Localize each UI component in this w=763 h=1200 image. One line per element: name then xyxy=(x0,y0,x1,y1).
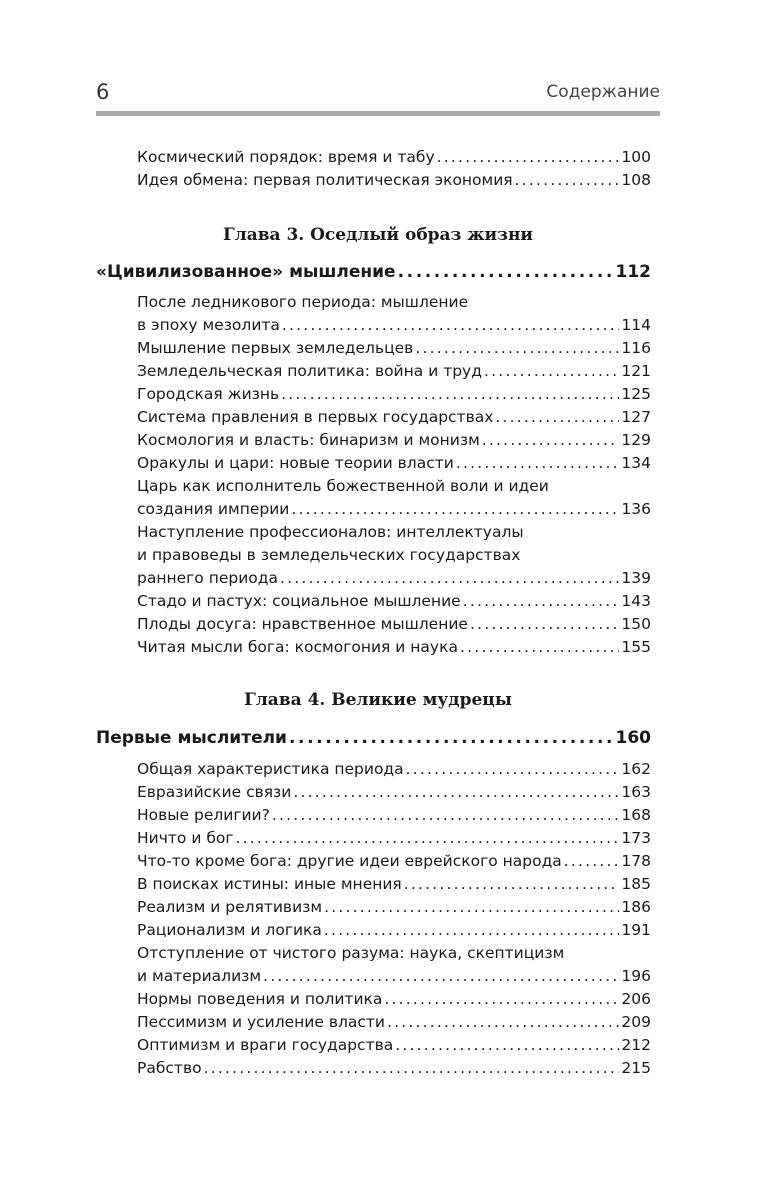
toc-entry-page: 129 xyxy=(621,431,651,449)
toc-entry-page: 186 xyxy=(621,898,651,916)
toc-section[interactable] xyxy=(96,261,651,284)
toc-entry-title: в эпоху мезолита xyxy=(137,316,280,334)
chapter-heading: Глава 3. Оседлый образ жизни xyxy=(222,225,534,245)
chapter-heading: Глава 4. Великие мудрецы xyxy=(244,690,512,710)
toc-entry-page: 127 xyxy=(621,408,651,426)
toc-entry-page: 100 xyxy=(621,148,651,166)
toc-entry-page: 114 xyxy=(621,316,651,334)
toc-entry[interactable] xyxy=(137,1057,651,1080)
toc-entry[interactable] xyxy=(137,429,651,452)
toc-entry[interactable] xyxy=(137,360,651,383)
toc-entry-title: Оракулы и цари: новые теории власти xyxy=(137,454,454,472)
toc-entry-title: Космология и власть: бинаризм и монизм xyxy=(137,431,480,449)
toc-entry-title: Мышление первых земледельцев xyxy=(137,339,414,357)
page-header xyxy=(96,80,660,108)
toc-entry-title: Новые религии? xyxy=(137,806,270,824)
toc-entry-title: раннего периода xyxy=(137,569,278,587)
toc-entry-page: 173 xyxy=(621,829,651,847)
toc-entry-title: Рабство xyxy=(137,1059,202,1077)
header-rule xyxy=(96,111,660,116)
toc-entry-title: создания империи xyxy=(137,500,290,518)
toc-entry[interactable] xyxy=(137,804,651,827)
toc-entry-title: Общая характеристика периода xyxy=(137,760,404,778)
toc-entry[interactable] xyxy=(137,636,651,659)
toc-entry-title: Рационализм и логика xyxy=(137,921,322,939)
toc-entry[interactable] xyxy=(137,146,651,169)
toc-entry-page: 136 xyxy=(621,500,651,518)
toc-entry-title: и материализм xyxy=(137,967,262,985)
toc-entry-title: Система правления в первых государствах xyxy=(137,408,494,426)
toc-entry[interactable] xyxy=(137,169,651,192)
toc-entry[interactable] xyxy=(137,337,651,360)
toc-entry-title-line: Отступление от чистого разума: наука, скептицизм xyxy=(137,944,565,962)
toc-entry-page: 168 xyxy=(621,806,651,824)
toc-entry-page: 125 xyxy=(621,385,651,403)
toc-entry-page: 108 xyxy=(621,171,651,189)
toc-entry[interactable] xyxy=(137,827,651,850)
toc-entry-page: 162 xyxy=(621,760,651,778)
toc-entry[interactable] xyxy=(137,988,651,1011)
toc-entry-title-line: Царь как исполнитель божественной воли и идеи xyxy=(137,477,549,495)
toc-entry-title: Читая мысли бога: космогония и наука xyxy=(137,638,458,656)
toc-entry-title: Оптимизм и враги государства xyxy=(137,1036,394,1054)
toc-entry-title: Идея обмена: первая политическая экономия xyxy=(137,171,513,189)
toc-entry[interactable] xyxy=(137,919,651,942)
toc-entry-page: 212 xyxy=(621,1036,651,1054)
toc-entry[interactable] xyxy=(137,567,651,590)
toc-entry-page: 143 xyxy=(621,592,651,610)
toc-entry-title: В поисках истины: иные мнения xyxy=(137,875,402,893)
toc-entry[interactable] xyxy=(137,1034,651,1057)
toc-entry-title-line: Наступление профессионалов: интеллектуалы xyxy=(137,523,524,541)
toc-entry-title: Пессимизм и усиление власти xyxy=(137,1013,385,1031)
toc-entry-page: 185 xyxy=(621,875,651,893)
toc-entry-title: Земледельческая политика: война и труд xyxy=(137,362,482,380)
toc-entry[interactable] xyxy=(137,590,651,613)
toc-entry[interactable] xyxy=(137,850,651,873)
toc-entry-page: 121 xyxy=(621,362,651,380)
toc-entry-title: Плоды досуга: нравственное мышление xyxy=(137,615,468,633)
toc-section-page: 112 xyxy=(615,262,651,282)
toc-entry-page: 206 xyxy=(621,990,651,1008)
toc-entry[interactable] xyxy=(137,613,651,636)
toc-entry-page: 155 xyxy=(621,638,651,656)
toc-entry[interactable] xyxy=(137,314,651,337)
toc-entry-page: 178 xyxy=(621,852,651,870)
toc-entry[interactable] xyxy=(137,965,651,988)
toc-entry[interactable] xyxy=(137,383,651,406)
toc-entry-title: Стадо и пастух: социальное мышление xyxy=(137,592,461,610)
toc-entry-title-line: и правоведы в земледельческих государствах xyxy=(137,546,521,564)
toc-entry-page: 191 xyxy=(621,921,651,939)
toc-entry[interactable] xyxy=(137,781,651,804)
toc-entry[interactable] xyxy=(137,1011,651,1034)
toc-entry[interactable] xyxy=(137,406,651,429)
toc-entry-title: Городская жизнь xyxy=(137,385,280,403)
toc-entry[interactable] xyxy=(137,758,651,781)
toc-entry-title-line: После ледникового периода: мышление xyxy=(137,293,469,311)
toc-entry-title: Ничто и бог xyxy=(137,829,234,847)
toc-entry[interactable] xyxy=(137,896,651,919)
toc-entry-page: 196 xyxy=(621,967,651,985)
toc-entry-page: 134 xyxy=(621,454,651,472)
toc-entry-title: Космический порядок: время и табу xyxy=(137,148,435,166)
page-number: 6 xyxy=(96,80,110,104)
toc-section-title: «Цивилизованное» мышление xyxy=(96,262,396,282)
running-title: Содержание xyxy=(546,82,660,102)
toc-section[interactable] xyxy=(96,727,651,750)
toc-entry[interactable] xyxy=(137,498,651,521)
toc-entry-page: 139 xyxy=(621,569,651,587)
toc-entry-page: 209 xyxy=(621,1013,651,1031)
toc-entry[interactable] xyxy=(137,452,651,475)
toc-section-title: Первые мыслители xyxy=(96,728,287,748)
toc-entry-title: Реализм и релятивизм xyxy=(137,898,323,916)
toc-entry-title: Евразийские связи xyxy=(137,783,292,801)
toc-entry-page: 215 xyxy=(621,1059,651,1077)
toc-entry-title: Нормы поведения и политика xyxy=(137,990,383,1008)
toc-section-page: 160 xyxy=(615,728,651,748)
toc-entry-page: 150 xyxy=(621,615,651,633)
toc-entry-page: 116 xyxy=(621,339,651,357)
toc-entry-title: Что-то кроме бога: другие идеи еврейского народа xyxy=(137,852,562,870)
toc-entry-page: 163 xyxy=(621,783,651,801)
toc-entry[interactable] xyxy=(137,873,651,896)
